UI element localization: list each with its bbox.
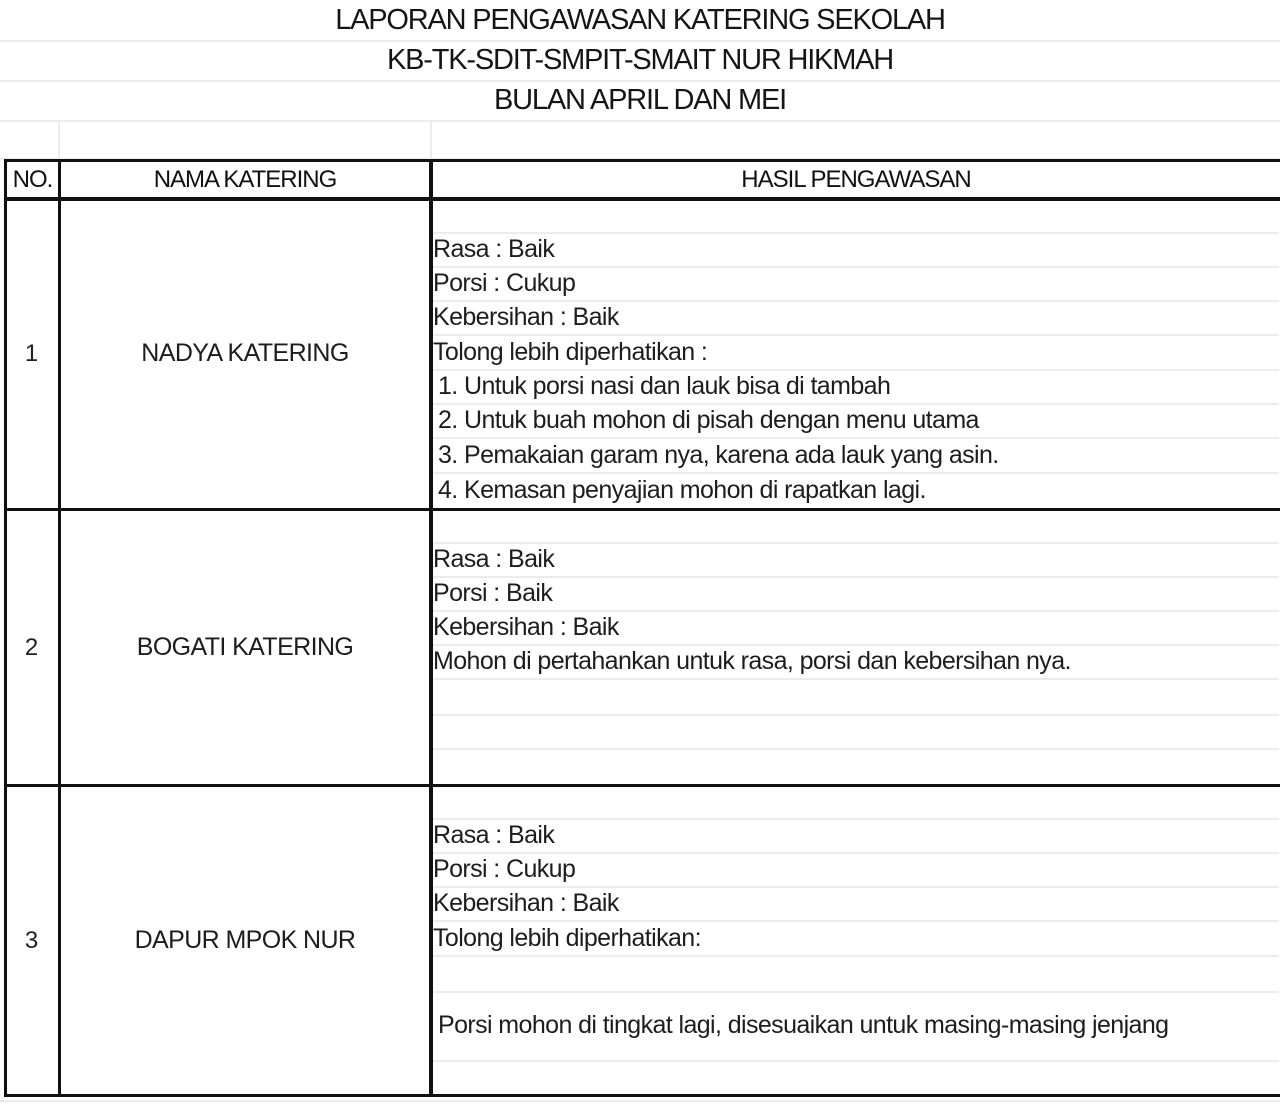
result-line: Tolong lebih diperhatikan : xyxy=(433,337,1279,371)
result-line: Tolong lebih diperhatikan: xyxy=(433,923,1279,957)
catering-name: NADYA KATERING xyxy=(141,339,349,367)
result-line: Mohon di pertahankan untuk rasa, porsi dan kebersihan nya. xyxy=(433,646,1279,680)
row-number: 2 xyxy=(24,634,39,661)
result-line: Kebersihan : Baik xyxy=(433,302,1279,336)
header-result: HASIL PENGAWASAN xyxy=(741,165,971,193)
result-line: Rasa : Baik xyxy=(433,234,1279,268)
result-line: 3. Pemakaian garam nya, karena ada lauk yang asin. xyxy=(433,440,1279,474)
result-line: Porsi mohon di tingkat lagi, disesuaikan untuk masing-masing jenjang xyxy=(438,1011,1169,1039)
result-line: Kebersihan : Baik xyxy=(433,888,1279,922)
result-line: Rasa : Baik xyxy=(433,544,1279,578)
result-line: 1. Untuk porsi nasi dan lauk bisa di tambah xyxy=(433,371,1279,405)
result-line: 4. Kemasan penyajian mohon di rapatkan lagi. xyxy=(438,476,926,504)
result-line: Porsi : Cukup xyxy=(433,854,1279,888)
result-line: Porsi : Baik xyxy=(433,578,1279,612)
spacer-row xyxy=(0,120,1280,160)
result-line: Rasa : Baik xyxy=(433,820,1279,854)
row-number: 1 xyxy=(24,340,39,367)
catering-name: DAPUR MPOK NUR xyxy=(134,926,356,954)
header-no: NO. xyxy=(12,165,53,193)
result-line: Porsi : Cukup xyxy=(433,268,1279,302)
catering-name: BOGATI KATERING xyxy=(136,633,354,661)
school-name: KB-TK-SDIT-SMPIT-SMAIT NUR HIKMAH xyxy=(0,40,1280,82)
row-number: 3 xyxy=(24,927,39,954)
header-catering-name: NAMA KATERING xyxy=(153,165,337,193)
report-period: BULAN APRIL DAN MEI xyxy=(0,80,1280,122)
report-title: LAPORAN PENGAWASAN KATERING SEKOLAH xyxy=(0,0,1280,42)
result-line: Kebersihan : Baik xyxy=(433,612,1279,646)
result-line: 2. Untuk buah mohon di pisah dengan menu utama xyxy=(433,405,1279,439)
sheet-gridline xyxy=(0,1100,1280,1102)
